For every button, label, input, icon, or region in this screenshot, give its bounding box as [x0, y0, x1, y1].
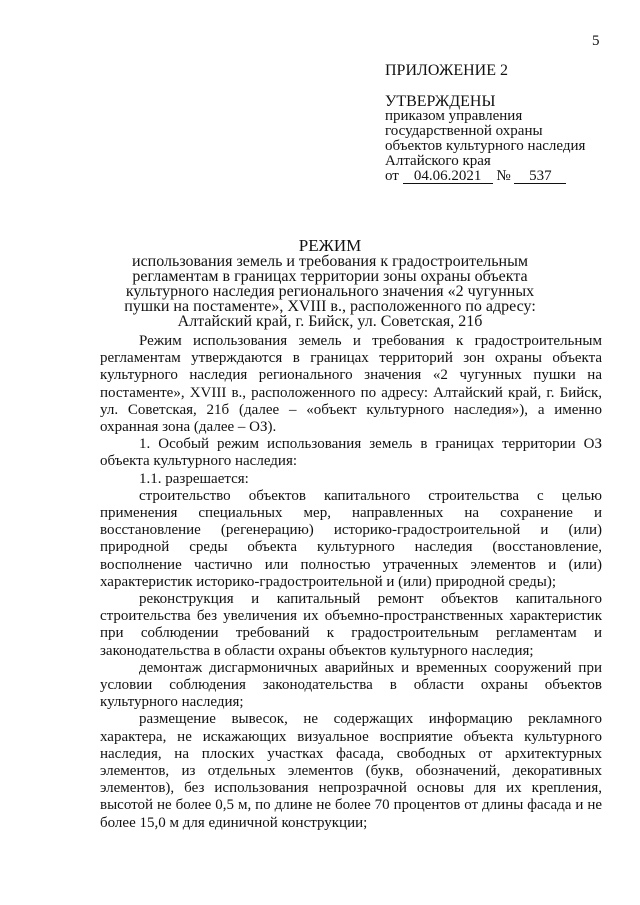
title-line: Алтайский край, г. Бийск, ул. Советская, 21б: [177, 313, 483, 330]
body-paragraph: демонтаж дисгармоничных аварийных и временных сооружений при условии соблюдения законодательства в области охраны объектов культурного наследия;: [100, 659, 602, 711]
document-title: [120, 238, 540, 329]
body-paragraph: размещение вывесок, не содержащих информацию рекламного характера, не искажающих визуальное восприятие объекта культурного наследия, на плоских участках фасада, свободных от архитектурных элементов, из отдельных элементов (букв, обозначений, декоративных элементов), без использования непрозрачной основы для их крепления, высотой не более 0,5 м, по длине не более 70 процентов от длины фасада и не более 15,0 м для единичной конструкции;: [100, 711, 602, 831]
body-paragraph: строительство объектов капитального строительства с целью применения специальных мер, направленных на сохранение и восстановление (регенерацию) историко-градостроительной и (или) природной среды объекта культурного наследия (восстановление, восполнение частично или полностью утраченных элементов и (или) характеристик историко-градостроительной и (или) природной среды);: [100, 487, 602, 590]
approval-number: 537: [514, 169, 566, 184]
approval-line: приказом управления: [385, 108, 523, 124]
approval-line: объектов культурного наследия: [385, 138, 586, 154]
body-paragraph: Режим использования земель и требования к градостроительным регламентам утверждаются в границах территорий зон охраны объекта культурного наследия регионального значения «2 чугунных пушки на постаменте», XVIII в., расположенного по адресу: Алтайский край, г. Бийск, ул. Советская, 21б (далее – «объект культурного наследия»), а именно охранная зона (далее – ОЗ).: [100, 333, 602, 436]
approval-block: [385, 63, 625, 184]
title-line: регламентам в границах территории зоны охраны объекта: [132, 268, 528, 285]
document-body: [100, 333, 602, 832]
approval-date: 04.06.2021: [403, 169, 493, 184]
title-line: пушки на постаменте», XVIII в., расположенного по адресу:: [124, 298, 536, 315]
title-line: использования земель и требования к градостроительным: [132, 253, 528, 270]
approved-label: УТВЕРЖДЕНЫ: [385, 93, 496, 110]
title-heading: РЕЖИМ: [298, 236, 362, 255]
approval-line: Алтайского края: [385, 153, 491, 169]
number-prefix: №: [496, 168, 511, 184]
body-paragraph: реконструкция и капитальный ремонт объектов капитального строительства без увеличения их объемно-пространственных характеристик при соблюдении требований к градостроительным регламентам и законодательства в области охраны объектов культурного наследия;: [100, 591, 602, 659]
title-line: культурного наследия регионального значения «2 чугунных: [125, 283, 535, 300]
approval-date-line: [385, 169, 625, 184]
appendix-label: ПРИЛОЖЕНИЕ 2: [385, 62, 509, 79]
body-paragraph: 1. Особый режим использования земель в границах территории ОЗ объекта культурного наследия:: [100, 436, 602, 470]
body-paragraph: 1.1. разрешается:: [139, 470, 249, 487]
date-prefix: от: [385, 168, 399, 184]
page-number: 5: [592, 33, 600, 49]
approval-line: государственной охраны: [385, 123, 543, 139]
